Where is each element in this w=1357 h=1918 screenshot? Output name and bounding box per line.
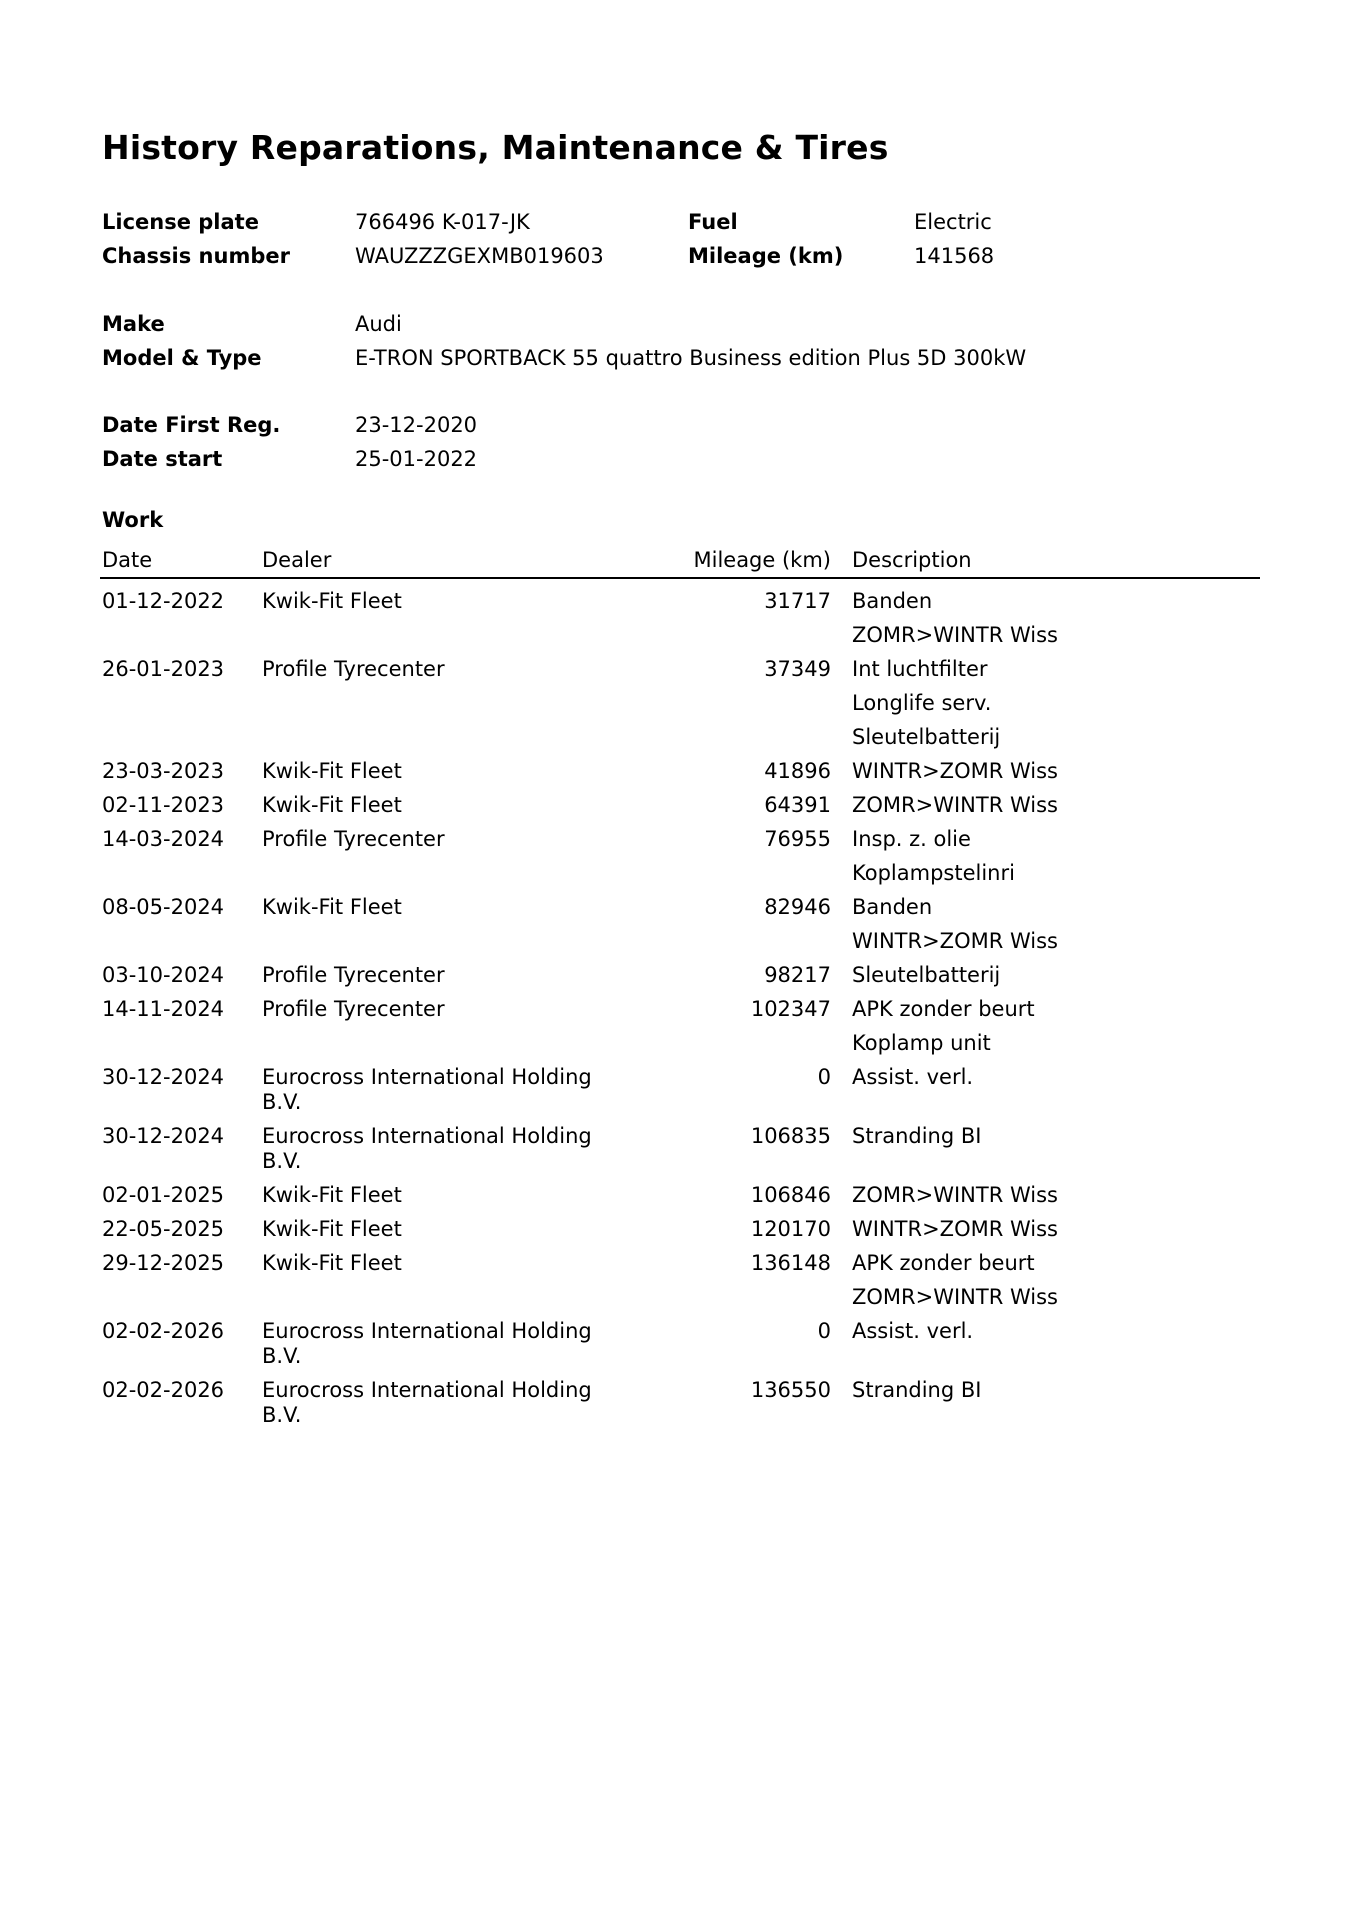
row-mileage: 98217 [764,963,831,987]
header-divider [100,577,1260,579]
row-dealer: Profile Tyrecenter [262,963,445,987]
row-date: 08-05-2024 [102,895,225,919]
description-line: Sleutelbatterij [852,963,1001,987]
row-dealer: Kwik-Fit Fleet [262,793,402,817]
row-description [852,1246,1058,1314]
table-row [0,1119,1357,1178]
table-row [0,788,1357,822]
table-row [0,652,1357,754]
row-description [852,992,1035,1060]
row-description [852,754,1058,788]
row-date: 03-10-2024 [102,963,225,987]
mileage-label: Mileage (km) [688,244,844,268]
description-line: ZOMR>WINTR Wiss [852,623,1059,647]
license-plate-label: License plate [102,210,259,234]
model-type-label: Model & Type [102,346,262,370]
date-first-reg-value: 23-12-2020 [355,413,478,437]
row-date: 02-01-2025 [102,1183,225,1207]
description-line: Insp. z. olie [852,827,971,851]
row-description [852,584,1058,652]
table-row [0,1212,1357,1246]
description-line: Banden [852,589,933,613]
row-description [852,1212,1058,1246]
row-mileage: 120170 [750,1217,831,1241]
row-dealer: Eurocross International Holding B.V. [262,1124,592,1173]
description-line: Koplampstelinri [852,861,1015,885]
row-mileage: 41896 [764,759,831,783]
row-date: 02-02-2026 [102,1319,225,1343]
row-dealer: Eurocross International Holding B.V. [262,1378,592,1427]
table-row [0,992,1357,1060]
table-row [0,584,1357,652]
row-description [852,788,1058,822]
row-description [852,1314,973,1348]
row-dealer: Kwik-Fit Fleet [262,589,402,613]
description-line: Longlife serv. [852,691,992,715]
work-table-body [0,584,1357,1432]
row-dealer: Eurocross International Holding B.V. [262,1065,592,1114]
row-dealer: Kwik-Fit Fleet [262,759,402,783]
date-first-reg-label: Date First Reg. [102,413,281,437]
row-description [852,1373,981,1407]
row-date: 02-02-2026 [102,1378,225,1402]
row-description [852,652,1000,754]
fuel-label: Fuel [688,210,738,234]
header-dealer: Dealer [262,548,332,572]
row-dealer: Kwik-Fit Fleet [262,1217,402,1241]
description-line: APK zonder beurt [852,997,1035,1021]
row-mileage: 82946 [764,895,831,919]
row-date: 29-12-2025 [102,1251,225,1275]
chassis-number-value: WAUZZZGEXMB019603 [355,244,604,268]
description-line: Stranding BI [852,1124,982,1148]
row-dealer: Kwik-Fit Fleet [262,1251,402,1275]
table-row [0,1060,1357,1119]
row-mileage: 106846 [750,1183,831,1207]
row-description [852,1178,1058,1212]
description-line: Sleutelbatterij [852,725,1001,749]
table-row [0,754,1357,788]
description-line: Int luchtfilter [852,657,988,681]
row-mileage: 64391 [764,793,831,817]
table-row [0,1373,1357,1432]
table-row [0,822,1357,890]
row-description [852,890,1058,958]
description-line: Assist. verl. [852,1319,974,1343]
row-dealer: Eurocross International Holding B.V. [262,1319,592,1368]
row-dealer: Kwik-Fit Fleet [262,895,402,919]
description-line: ZOMR>WINTR Wiss [852,793,1059,817]
row-date: 02-11-2023 [102,793,225,817]
work-table-header [0,548,1357,580]
row-description [852,1119,981,1153]
description-line: WINTR>ZOMR Wiss [852,759,1059,783]
fuel-value: Electric [914,210,992,234]
row-mileage: 31717 [764,589,831,613]
description-line: APK zonder beurt [852,1251,1035,1275]
header-mileage: Mileage (km) [693,548,831,572]
row-dealer: Profile Tyrecenter [262,997,445,1021]
header-date: Date [102,548,153,572]
description-line: ZOMR>WINTR Wiss [852,1183,1059,1207]
table-row [0,890,1357,958]
row-mileage: 106835 [750,1124,831,1148]
header-description: Description [852,548,972,572]
row-date: 30-12-2024 [102,1065,225,1089]
description-line: Stranding BI [852,1378,982,1402]
description-line: WINTR>ZOMR Wiss [852,1217,1059,1241]
description-line: ZOMR>WINTR Wiss [852,1285,1059,1309]
date-start-label: Date start [102,447,223,471]
description-line: Assist. verl. [852,1065,974,1089]
row-description [852,822,1015,890]
table-row [0,1314,1357,1373]
description-line: WINTR>ZOMR Wiss [852,929,1059,953]
row-date: 30-12-2024 [102,1124,225,1148]
row-date: 22-05-2025 [102,1217,225,1241]
model-type-value: E-TRON SPORTBACK 55 quattro Business edition Plus 5D 300kW [355,346,1027,370]
row-date: 01-12-2022 [102,589,225,613]
row-dealer: Profile Tyrecenter [262,827,445,851]
page-title: History Reparations, Maintenance & Tires [102,128,889,167]
table-row [0,958,1357,992]
row-mileage: 136550 [750,1378,831,1402]
row-description [852,1060,973,1094]
date-start-value: 25-01-2022 [355,447,478,471]
row-mileage: 102347 [750,997,831,1021]
work-section-title: Work [102,508,164,532]
chassis-number-label: Chassis number [102,244,290,268]
license-plate-value: 766496 K-017-JK [355,210,530,234]
row-mileage: 37349 [764,657,831,681]
row-dealer: Profile Tyrecenter [262,657,445,681]
row-date: 26-01-2023 [102,657,225,681]
row-mileage: 0 [817,1065,831,1089]
table-row [0,1178,1357,1212]
row-date: 14-11-2024 [102,997,225,1021]
table-row [0,1246,1357,1314]
make-value: Audi [355,312,402,336]
make-label: Make [102,312,165,336]
row-date: 23-03-2023 [102,759,225,783]
description-line: Banden [852,895,933,919]
mileage-value: 141568 [914,244,995,268]
row-dealer: Kwik-Fit Fleet [262,1183,402,1207]
row-mileage: 76955 [764,827,831,851]
row-mileage: 0 [817,1319,831,1343]
row-date: 14-03-2024 [102,827,225,851]
row-mileage: 136148 [750,1251,831,1275]
description-line: Koplamp unit [852,1031,991,1055]
row-description [852,958,1000,992]
